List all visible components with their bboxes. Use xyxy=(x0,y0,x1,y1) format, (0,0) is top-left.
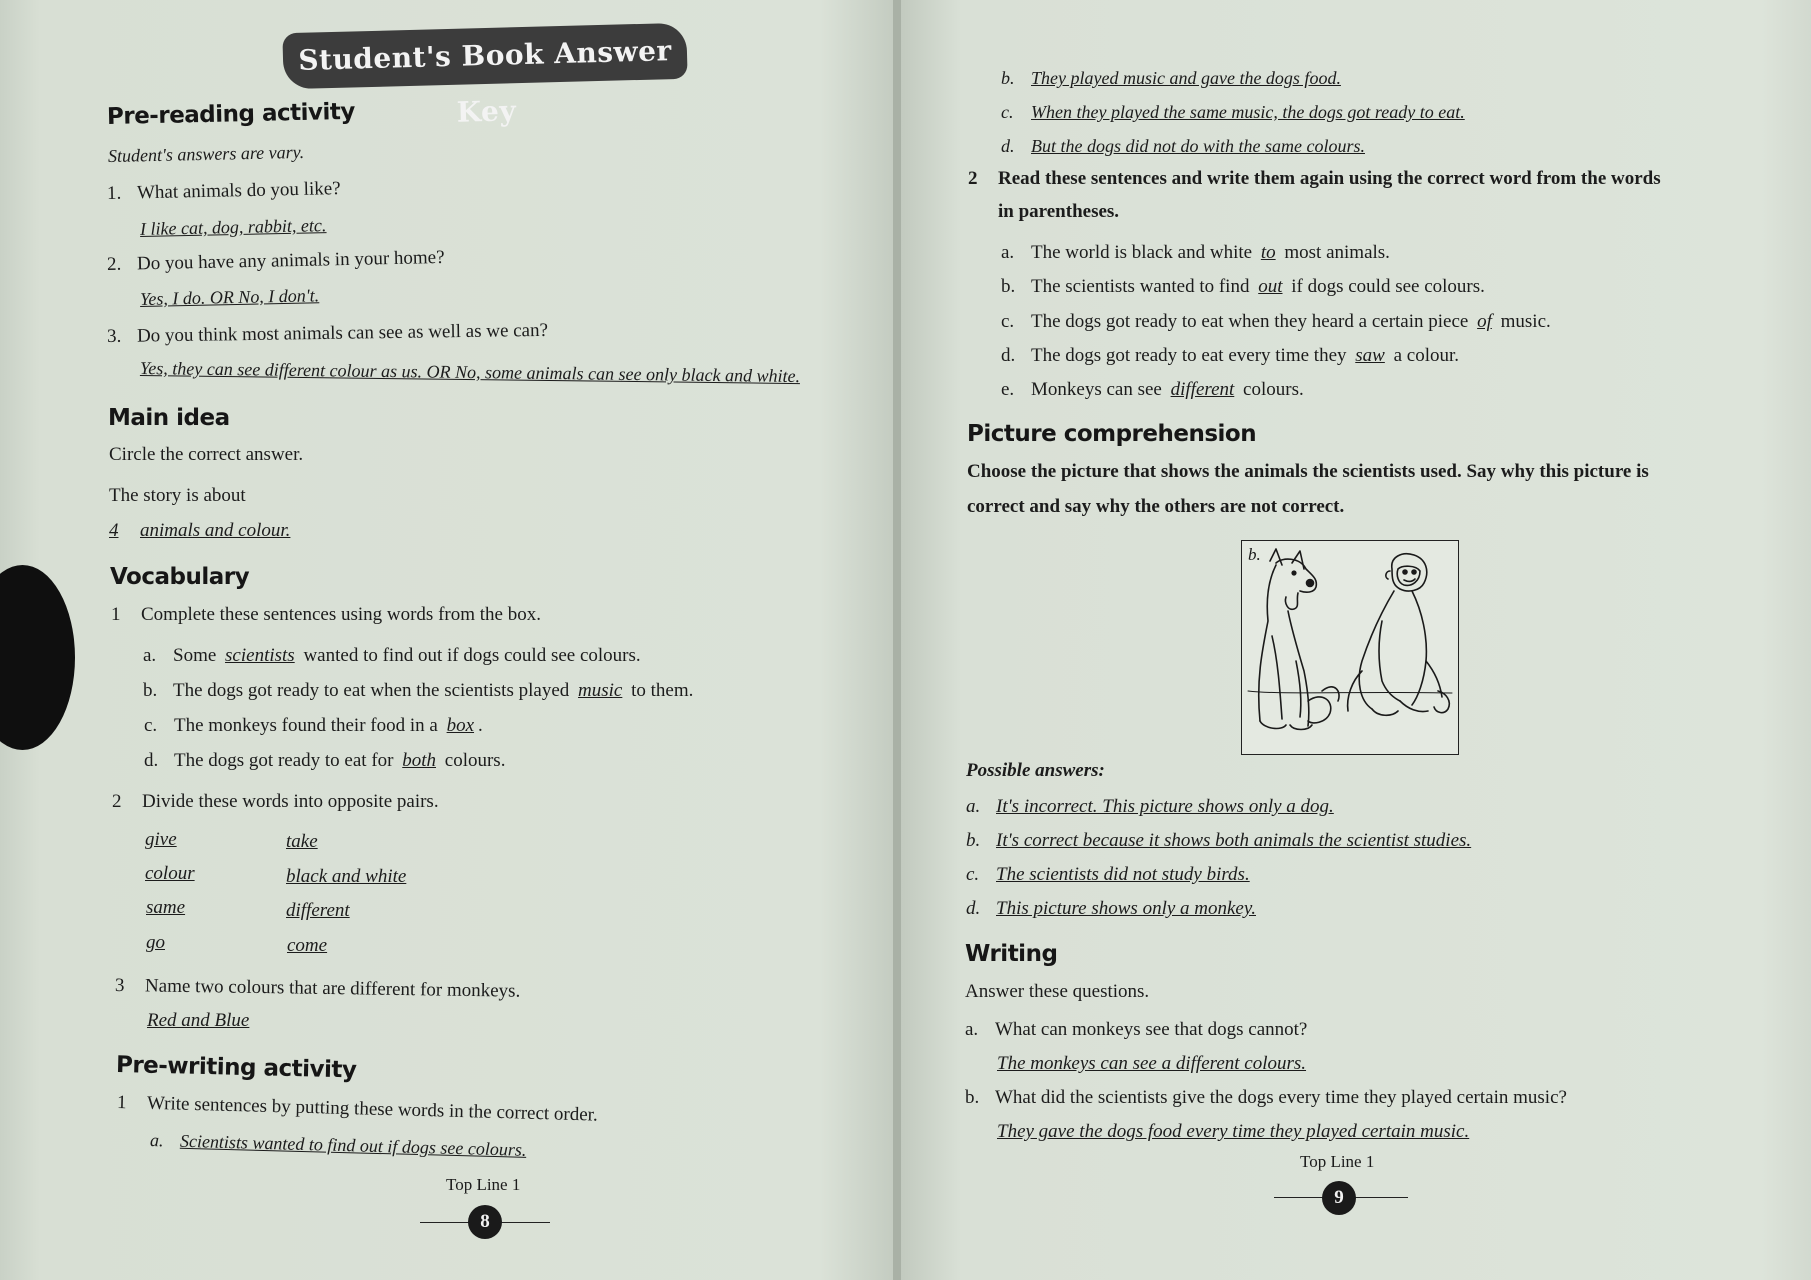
page-number: 9 xyxy=(1322,1181,1356,1215)
item-number: 2 xyxy=(968,168,978,189)
sentence-end: . xyxy=(478,715,483,736)
cont-item-d xyxy=(1001,136,1365,157)
mainidea-heading: Main idea xyxy=(108,405,230,431)
item-number: 1. xyxy=(106,182,122,204)
writing-heading: Writing xyxy=(965,941,1058,967)
sentence-end: if dogs could see colours. xyxy=(1291,276,1485,297)
pair-word-b: take xyxy=(286,831,318,852)
question-text: Name two colours that are different for monkeys. xyxy=(144,975,521,1002)
pair-word-b: black and white xyxy=(286,866,407,887)
item-letter: a. xyxy=(966,796,981,817)
sentence-start: The monkeys found their food in a xyxy=(174,715,438,736)
prereading-note: Student's answers are vary. xyxy=(107,141,305,166)
ink-blot xyxy=(0,565,75,750)
item-letter: d. xyxy=(144,750,159,771)
q2-item-d xyxy=(1001,345,1459,367)
answer-blank: out xyxy=(1258,276,1283,297)
item-letter: a. xyxy=(1001,242,1015,263)
prereading-q2 xyxy=(107,247,445,276)
item-letter: c. xyxy=(1001,102,1014,122)
item-letter: b. xyxy=(1001,276,1016,297)
sentence-end: music. xyxy=(1500,311,1551,332)
answer-text: This picture shows only a monkey. xyxy=(996,898,1256,919)
pair-word-a: colour xyxy=(145,863,195,884)
item-letter: b. xyxy=(1001,68,1015,88)
sentence-start: Monkeys can see xyxy=(1031,379,1162,400)
answer-blank: to xyxy=(1260,242,1276,263)
cont-item-b xyxy=(1001,68,1341,89)
prewriting-heading: Pre-writing activity xyxy=(115,1052,357,1084)
sentence-start: Some xyxy=(173,645,217,666)
footer-title: Top Line 1 xyxy=(1300,1152,1375,1171)
answer-number: 4 xyxy=(109,520,119,541)
mainidea-instruction: Circle the correct answer. xyxy=(109,444,304,465)
picture-heading: Picture comprehension xyxy=(967,421,1257,447)
picture-label: b. xyxy=(1248,545,1261,564)
question-text: What can monkeys see that dogs cannot? xyxy=(995,1019,1308,1040)
writing-instruction: Answer these questions. xyxy=(965,981,1150,1002)
sentence-start: The dogs got ready to eat when the scientists played xyxy=(173,680,570,701)
picture-answer-a xyxy=(966,796,1334,818)
pair-word-b: come xyxy=(287,935,328,956)
item-letter: d. xyxy=(1001,345,1016,366)
pair-word-a: give xyxy=(145,829,177,850)
q2-item-c xyxy=(1001,311,1551,333)
answer-blank: scientists xyxy=(225,645,295,666)
answer-text: When they played the same music, the dogs got ready to eat. xyxy=(1031,102,1465,122)
item-number: 2 xyxy=(112,791,122,812)
item-number: 2. xyxy=(106,253,122,275)
picture-instruction-1: Choose the picture that shows the animals the scientists used. Say why this picture is xyxy=(967,461,1649,482)
answer-text: The scientists did not study birds. xyxy=(996,864,1250,885)
answer-blank: saw xyxy=(1355,345,1385,366)
item-letter: b. xyxy=(965,1087,980,1108)
picture-answer-d xyxy=(966,898,1256,920)
answer-blank: of xyxy=(1477,311,1492,332)
picture-answer-b xyxy=(966,830,1471,852)
sentence-start: The world is black and white xyxy=(1031,242,1253,263)
sentence-start: The dogs got ready to eat for xyxy=(174,750,394,771)
picture-instruction-2: correct and say why the others are not correct. xyxy=(967,496,1345,517)
item-number: 1 xyxy=(111,604,121,625)
answer-blank: different xyxy=(1170,379,1235,400)
vocab-q3 xyxy=(115,975,521,1003)
prereading-q1 xyxy=(107,178,341,205)
item-number: 1 xyxy=(116,1092,127,1114)
picture-answer-c xyxy=(966,864,1250,886)
prewriting-q1 xyxy=(117,1092,598,1127)
mainidea-answer xyxy=(109,520,290,542)
question-text: Read these sentences and write them again using the correct word from the words xyxy=(998,168,1661,189)
answer-key-banner: Student's Book Answer Key xyxy=(282,23,687,90)
question-text: Complete these sentences using words from the box. xyxy=(141,604,541,625)
pair-word-a: go xyxy=(146,932,165,953)
item-letter: e. xyxy=(1001,379,1015,400)
answer-text: Scientists wanted to find out if dogs see colours. xyxy=(179,1130,527,1160)
item-letter: d. xyxy=(966,898,981,919)
item-letter: a. xyxy=(149,1130,164,1151)
page-number: 8 xyxy=(468,1205,502,1239)
vocab-q1 xyxy=(111,604,541,626)
prereading-q3 xyxy=(107,320,548,348)
answer-text: animals and colour. xyxy=(140,520,291,541)
left-page xyxy=(0,0,893,1280)
item-letter: b. xyxy=(966,830,981,851)
dog-monkey-picture xyxy=(1241,540,1459,755)
writing-q-b xyxy=(965,1087,1567,1109)
pair-word-a: same xyxy=(146,897,186,918)
cont-item-c xyxy=(1001,102,1465,123)
item-letter: c. xyxy=(966,864,980,885)
vocab-q3-answer: Red and Blue xyxy=(147,1010,250,1031)
vocab-q1-d xyxy=(144,750,505,772)
possible-answers-label: Possible answers: xyxy=(966,760,1105,781)
question-text: Divide these words into opposite pairs. xyxy=(142,791,439,812)
item-letter: d. xyxy=(1001,136,1015,156)
answer-text: They played music and gave the dogs food. xyxy=(1031,68,1341,88)
question-text: What animals do you like? xyxy=(136,178,341,204)
sentence-end: to them. xyxy=(631,680,694,701)
answer-text: It's correct because it shows both animals the scientist studies. xyxy=(996,830,1472,851)
item-letter: b. xyxy=(143,680,158,701)
vocab-q1-b xyxy=(143,680,693,702)
vocab-q1-a xyxy=(143,645,641,667)
writing-a-b: They gave the dogs food every time they played certain music. xyxy=(997,1121,1470,1142)
prereading-a2: Yes, I do. OR No, I don't. xyxy=(139,285,320,309)
sentence-end: a colour. xyxy=(1393,345,1460,366)
answer-text: It's incorrect. This picture shows only a dog. xyxy=(996,796,1334,817)
answer-text: But the dogs did not do with the same colours. xyxy=(1031,136,1365,156)
item-letter: c. xyxy=(144,715,158,736)
writing-a-a: The monkeys can see a different colours. xyxy=(997,1053,1307,1074)
sentence-start: The scientists wanted to find xyxy=(1031,276,1250,297)
book-gutter xyxy=(893,0,901,1280)
question-text: What did the scientists give the dogs every time they played certain music? xyxy=(995,1087,1567,1108)
sentence-end: colours. xyxy=(444,750,506,771)
prereading-a3: Yes, they can see different colour as us. OR No, some animals can see only black and white. xyxy=(139,358,801,387)
question-text: Do you have any animals in your home? xyxy=(136,246,445,275)
q2-line1 xyxy=(968,168,1661,190)
answer-blank: music xyxy=(578,680,623,701)
sentence-start: The dogs got ready to eat when they heard a certain piece xyxy=(1031,311,1469,332)
item-letter: a. xyxy=(143,645,157,666)
dog-and-monkey-illustration xyxy=(1242,541,1458,754)
answer-blank: box xyxy=(446,715,475,736)
q2-line2: in parentheses. xyxy=(998,201,1120,222)
footer-title: Top Line 1 xyxy=(446,1175,521,1194)
sentence-end: wanted to find out if dogs could see colours. xyxy=(303,645,641,666)
answer-blank: both xyxy=(402,750,437,771)
prereading-heading: Pre-reading activity xyxy=(106,98,356,130)
writing-q-a xyxy=(965,1019,1307,1041)
q2-item-e xyxy=(1001,379,1304,401)
sentence-start: The dogs got ready to eat every time they xyxy=(1031,345,1347,366)
pair-word-b: different xyxy=(286,900,350,921)
item-number: 3. xyxy=(106,325,122,347)
prewriting-item-a xyxy=(150,1130,527,1161)
mainidea-stem: The story is about xyxy=(109,485,246,506)
item-number: 3 xyxy=(114,975,125,997)
q2-item-b xyxy=(1001,276,1485,298)
vocab-q1-c xyxy=(144,715,483,737)
question-text: Do you think most animals can see as well as we can? xyxy=(136,319,549,347)
item-letter: a. xyxy=(965,1019,979,1040)
question-text: Write sentences by putting these words in the correct order. xyxy=(146,1092,598,1126)
vocab-heading: Vocabulary xyxy=(110,564,250,590)
sentence-end: most animals. xyxy=(1284,242,1390,263)
sentence-end: colours. xyxy=(1243,379,1304,400)
vocab-q2 xyxy=(112,791,439,813)
item-letter: c. xyxy=(1001,311,1015,332)
prereading-a1: I like cat, dog, rabbit, etc. xyxy=(139,215,327,239)
q2-item-a xyxy=(1001,242,1390,264)
